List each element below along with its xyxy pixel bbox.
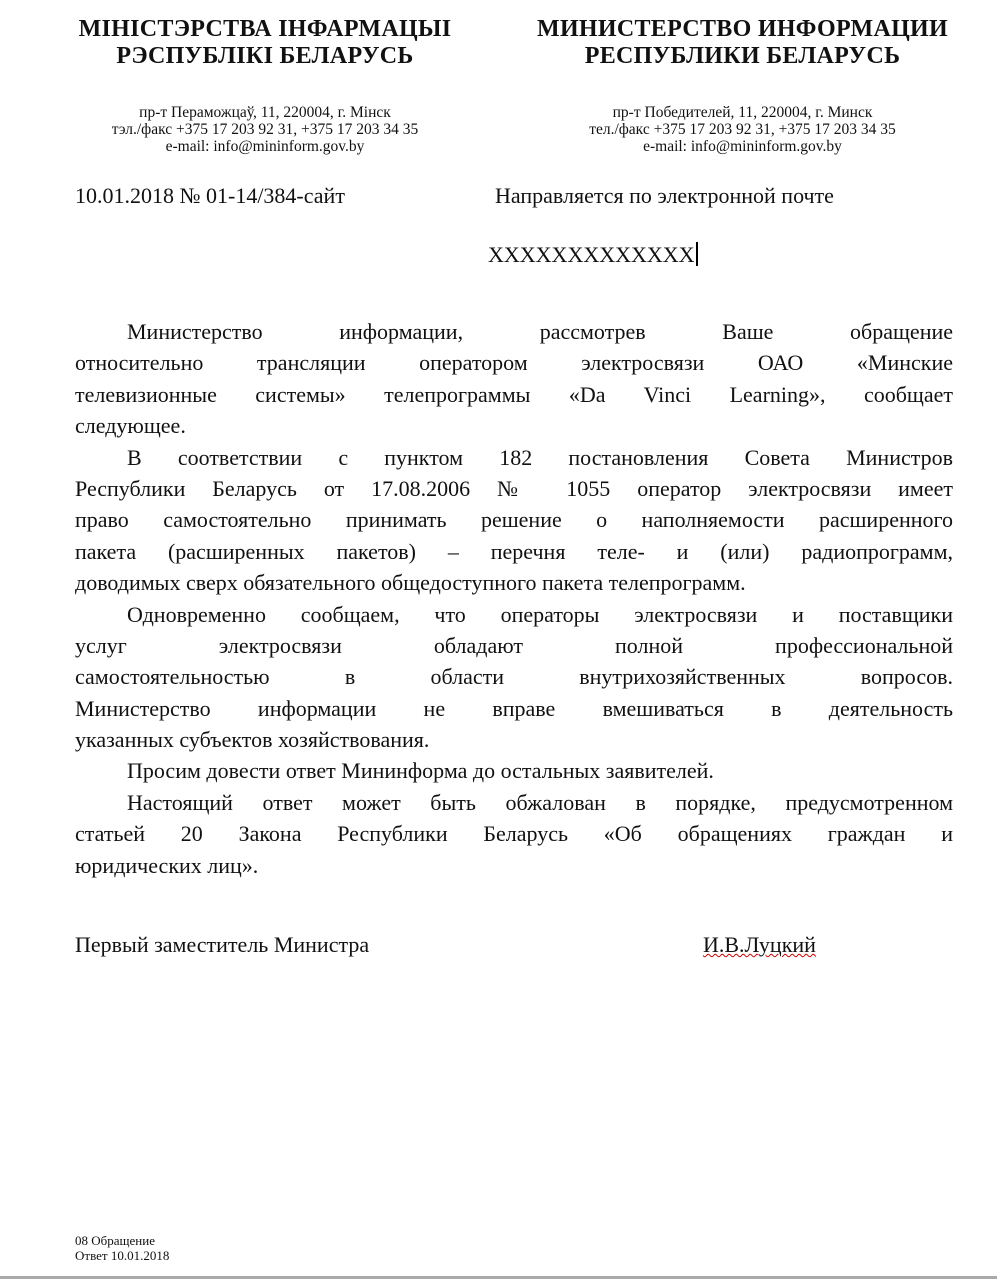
reference-number: 10.01.2018 № 01-14/384-сайт (75, 183, 345, 208)
paragraph (75, 787, 953, 881)
signature-position: Первый заместитель Министра (75, 932, 370, 957)
recipient[interactable] (488, 242, 698, 268)
address-ru: пр-т Победителей, 11, 220004, г. Минск (612, 104, 873, 121)
ministry-title-ru-1: МИНИСТЕРСТВО ИНФОРМАЦИИ (537, 16, 948, 42)
ministry-title-by-2: РЭСПУБЛІКІ БЕЛАРУСЬ (116, 43, 414, 69)
letterhead-belarusian (50, 16, 480, 155)
paragraph-line: услуг электросвязи обладают полной профессиональной (75, 632, 953, 658)
email-ru: e-mail: info@mininform.gov.by (643, 138, 842, 155)
email-by: e-mail: info@mininform.gov.by (165, 138, 365, 155)
paragraph-line: указанных субъектов хозяйствования. (75, 727, 430, 753)
paragraph (75, 316, 953, 442)
footer-line-2: Ответ 10.01.2018 (75, 1248, 170, 1263)
recipient-name: XXXXXXXXXXXXX (488, 242, 695, 267)
paragraph-line: пакета (расширенных пакетов) – перечня теле- и (или) радиопрограмм, (75, 538, 953, 564)
paragraph-line: юридических лиц». (75, 852, 259, 878)
paragraph-line: В соответствии с пунктом 182 постановления Совета Министров (127, 444, 953, 470)
footer-line-1: 08 Обращение (75, 1233, 155, 1248)
paragraph-line: Настоящий ответ может быть обжалован в порядке, предусмотренном (127, 789, 953, 815)
paragraph-line: статьей 20 Закона Республики Беларусь «Об обращениях граждан и (75, 821, 953, 847)
paragraph-line: Министерство информации не вправе вмешиваться в деятельность (75, 695, 953, 721)
paragraph-line: относительно трансляции оператором электросвязи ОАО «Минские (75, 350, 953, 376)
paragraph (75, 599, 953, 756)
letterhead-russian (510, 16, 975, 155)
paragraph-line: Республики Беларусь от 17.08.2006 № 1055 оператор электросвязи имеет (75, 475, 953, 501)
delivery-note: Направляется по электронной почте (495, 183, 834, 208)
page-bottom-edge (0, 1276, 997, 1279)
paragraph-line: следующее. (75, 413, 186, 439)
phone-ru: тел./факс +375 17 203 92 31, +375 17 203 34 35 (589, 121, 896, 138)
paragraph-line: доводимых сверх обязательного общедоступного пакета телепрограмм. (75, 570, 746, 596)
paragraph-line: право самостоятельно принимать решение о наполняемости расширенного (75, 507, 953, 533)
paragraph-line: Одновременно сообщаем, что операторы электросвязи и поставщики (127, 601, 953, 627)
paragraph-line: Просим довести ответ Мининформа до остальных заявителей. (127, 758, 714, 784)
ministry-title-ru-2: РЕСПУБЛИКИ БЕЛАРУСЬ (584, 43, 901, 69)
address-by: пр-т Пераможцаў, 11, 220004, г. Мінск (139, 104, 391, 121)
letter-body (75, 316, 953, 881)
paragraph-line: Министерство информации, рассмотрев Ваше обращение (127, 319, 953, 344)
paragraph-line: самостоятельностью в области внутрихозяйственных вопросов. (75, 664, 953, 690)
paragraph-line: телевизионные системы» телепрограммы «Da Vinci Learning», сообщает (75, 381, 953, 407)
footer-note (75, 1233, 169, 1263)
paragraph (75, 755, 953, 786)
phone-by: тэл./факс +375 17 203 92 31, +375 17 203 34 35 (111, 121, 419, 138)
text-cursor (696, 242, 698, 266)
paragraph (75, 442, 953, 599)
ministry-title-by-1: МІНІСТЭРСТВА ІНФАРМАЦЫІ (78, 16, 452, 42)
signature-name: И.В.Луцкий (703, 932, 816, 957)
